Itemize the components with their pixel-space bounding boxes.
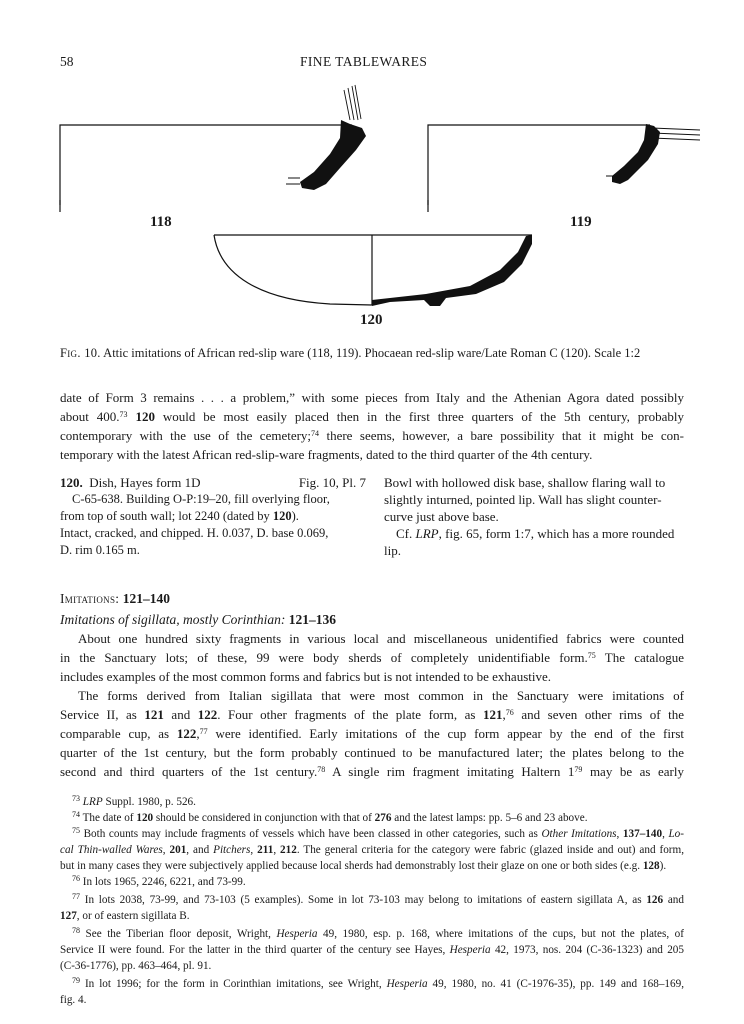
catalogue-right-5: lip. <box>384 543 401 558</box>
body-line-2 <box>60 649 684 666</box>
catalogue-right-1: Bowl with hollowed disk base, shallow flaring wall to <box>384 475 666 490</box>
footnote-text: 120 <box>136 812 154 824</box>
footnote-79-line-2: fig. 4. <box>60 994 87 1006</box>
body-line-7: quarter of the 1st century, but the form probably continued to be manufactured later; the plates belong to the <box>60 745 684 760</box>
footnote-text: 49, 1980, esp. p. 168, where imitations of the cups, but not the plates, of <box>317 928 684 940</box>
catalogue-fig-ref: Fig. 10, Pl. 7 <box>298 475 366 490</box>
catalogue-text: from top of south wall; lot 2240 (dated by <box>60 509 273 523</box>
page-number: 58 <box>60 54 74 69</box>
footnote-76 <box>72 875 246 890</box>
footnote-text: 276 <box>374 812 392 824</box>
figure-caption-prefix: Fig. 10. <box>60 346 101 360</box>
intro-line-2 <box>60 408 684 425</box>
body-line-8 <box>60 763 684 780</box>
catalogue-number: 120. <box>60 475 83 490</box>
footnote-number: 77 <box>72 892 80 901</box>
footnote-73 <box>72 795 196 810</box>
figure-label-120: 120 <box>360 312 383 328</box>
section-subheading-label: Imitations of sigillata, mostly Corinthian: <box>60 612 286 627</box>
footnote-79-line-1 <box>72 977 684 992</box>
footnote-number: 76 <box>72 874 80 883</box>
catalogue-text: Cf. <box>396 526 416 541</box>
footnote-text: 126 <box>646 894 664 906</box>
footnote-text: should be considered in conjunction with that of <box>153 812 375 824</box>
figure-label-118: 118 <box>150 214 172 230</box>
section-subheading <box>60 611 336 628</box>
footnote-text: 127 <box>60 910 77 922</box>
footnote-text: , <box>250 844 258 856</box>
body-text: A single rim fragment imitating Haltern 1 <box>325 764 575 779</box>
body-text: second and third quarters of the 1st century. <box>60 764 318 779</box>
body-line-4: The forms derived from Italian sigillata that were most common in the Sanctuary were imitations of <box>78 688 684 703</box>
catalogue-left-2 <box>60 508 299 525</box>
footnote-text: , or of eastern sigillata B. <box>76 910 190 922</box>
figure-caption <box>60 345 640 362</box>
profile-120 <box>214 235 532 306</box>
catalogue-ref: 122 <box>176 726 197 741</box>
intro-text: would be most easily placed then in the first three quarters of the 5th century, probably <box>154 409 684 424</box>
catalogue-ref-120: 120 <box>272 509 292 523</box>
catalogue-left-1: C-65-638. Building O-P:19–20, fill overlying floor, <box>72 492 330 506</box>
footnote-text: and the latest lamps: pp. 5–6 and 23 above. <box>391 812 588 824</box>
footnote-75-line-3 <box>60 859 684 874</box>
footnote-text: ). <box>659 860 667 872</box>
body-text: were identified. Early imitations of the cup form appear by the end of the first <box>207 726 685 741</box>
body-text: and <box>163 707 198 722</box>
intro-line-1: date of Form 3 remains . . . a problem,” with some pieces from Italy and the Athenian Agora dated possibly <box>60 390 684 405</box>
catalogue-heading <box>60 474 366 491</box>
footnote-text: Service II were found. For the latter in the third quarter of the century see Hayes, <box>60 944 450 956</box>
footnote-77-line-2 <box>60 909 190 924</box>
footnote-number: 75 <box>72 826 80 835</box>
footnote-ref-74[interactable]: 74 <box>311 429 320 438</box>
footnote-text: Hesperia <box>276 928 318 940</box>
catalogue-ref: 121 <box>144 707 164 722</box>
section-heading-range: 121–140 <box>119 591 170 606</box>
intro-text: about 400. <box>60 409 120 424</box>
footnote-ref-75[interactable]: 75 <box>587 651 596 660</box>
intro-text: contemporary with the use of the cemetery; <box>60 428 312 443</box>
footnote-75-line-2 <box>60 843 684 858</box>
body-line-5: Service II, as 121 and 122. Four other fragments of the plate form, as 121,76 and seven other rims of the <box>60 707 685 722</box>
footnote-text: Hesperia <box>449 944 491 956</box>
footnote-text: 201 <box>169 844 187 856</box>
footnote-78-line-3: (C-36-1776), pp. 463–464, pl. 91. <box>60 960 212 972</box>
footnote-text: 49, 1980, no. 41 (C-1976-35), pp. 149 and 168–169, <box>427 978 684 990</box>
catalogue-text: ). <box>291 509 299 523</box>
catalogue-right-3: curve just above base. <box>384 509 499 524</box>
section-heading <box>60 590 170 607</box>
footnote-text: In lots 1965, 2246, 6221, and 73-99. <box>80 876 246 888</box>
body-text: may be as early <box>582 764 684 779</box>
footnote-text: In lot 1996; for the form in Corinthian imitations, see Wright, <box>80 978 387 990</box>
footnote-number: 74 <box>72 810 80 819</box>
catalogue-right-4 <box>396 525 674 542</box>
footnote-ref-73[interactable]: 73 <box>119 410 128 419</box>
footnote-number: 78 <box>72 926 80 935</box>
footnote-text: Pitchers <box>213 844 251 856</box>
body-text: comparable cup, as <box>60 726 177 741</box>
footnote-text: Hesperia <box>386 978 428 990</box>
footnote-text: , <box>662 828 669 840</box>
footnote-ref-76[interactable]: 76 <box>505 708 514 717</box>
body-text: . Four other fragments of the plate form, as <box>217 707 484 722</box>
footnote-text: Other Imitations <box>541 828 617 840</box>
footnote-ref-79[interactable]: 79 <box>574 765 583 774</box>
body-line-1: About one hundred sixty fragments in various local and miscellaneous unidentified fabrics were counted <box>78 631 684 646</box>
footnote-74 <box>72 811 588 826</box>
footnote-text: and <box>663 894 684 906</box>
footnote-text: , <box>616 828 623 840</box>
body-text: Service II, as <box>60 707 145 722</box>
footnote-text: but in many cases they were subjectively applied because local sherds had demonstrably lost their glaze on one or both sides (e.g. <box>60 860 643 872</box>
body-line-3: includes examples of the most common forms and fabrics but is not intended to be exhaustive. <box>60 669 552 684</box>
footnote-text: 137–140 <box>622 828 663 840</box>
footnote-text: LRP <box>82 796 103 808</box>
intro-line-3 <box>60 427 684 444</box>
catalogue-title: Dish, Hayes form 1D <box>89 475 201 490</box>
catalogue-ref: 121 <box>483 707 503 722</box>
body-line-6: comparable cup, as 122,77 were identified. Early imitations of the cup form appear by the end of the first <box>60 726 685 741</box>
section-subheading-range: 121–136 <box>285 612 337 627</box>
body-text: and seven other rims of the <box>513 707 685 722</box>
intro-line-4: temporary with the latest African red-slip-ware fragments, dated to the third quarter of the 4th century. <box>60 447 593 462</box>
footnote-text: 212 <box>280 844 297 856</box>
footnote-text: In lots 2038, 73-99, and 73-103 (5 examples). Some in lot 73-103 may belong to imitations of eastern sigillata A, as <box>80 894 647 906</box>
intro-text: there seems, however, a bare possibility that it might be con- <box>319 428 684 443</box>
footnote-text: Lo- <box>668 828 684 840</box>
footnote-text: , <box>162 844 170 856</box>
footnote-text: The date of <box>80 812 137 824</box>
footnote-number: 73 <box>72 794 80 803</box>
figure-label-119: 119 <box>570 214 592 230</box>
footnote-number: 79 <box>72 976 80 985</box>
body-text: The catalogue <box>595 650 684 665</box>
footnote-text: , <box>273 844 281 856</box>
figure-drawings <box>0 80 744 320</box>
catalogue-ref-120: 120 <box>135 409 155 424</box>
footnote-78-line-2 <box>60 943 684 958</box>
footnote-text: 42, 1973, nos. 204 (C-36-1323) and 205 <box>490 944 684 956</box>
footnote-text: , and <box>186 844 214 856</box>
footnote-78-line-1 <box>72 927 684 942</box>
catalogue-left-4: D. rim 0.165 m. <box>60 543 140 557</box>
footnote-text: Both counts may include fragments of vessels which have been classed in other categories, such as <box>80 828 542 840</box>
footnote-text: Suppl. 1980, p. 526. <box>102 796 196 808</box>
footnote-text: cal Thin-walled Wares <box>60 844 163 856</box>
catalogue-left-3: Intact, cracked, and chipped. H. 0.037, D. base 0.069, <box>60 526 329 540</box>
section-heading-label: Imitations: <box>60 591 120 606</box>
catalogue-text: , fig. 65, form 1:7, which has a more rounded <box>438 526 675 541</box>
profile-119 <box>428 124 700 212</box>
footnote-ref-77[interactable]: 77 <box>199 727 208 736</box>
footnote-text: 211 <box>257 844 274 856</box>
footnote-ref-78[interactable]: 78 <box>317 765 326 774</box>
footnote-77-line-1 <box>72 893 684 908</box>
profile-118 <box>60 85 366 212</box>
figure-caption-text: Attic imitations of African red-slip ware (118, 119). Phocaean red-slip ware/Late Roman C (120). Scale 1:2 <box>103 346 641 360</box>
running-title: FINE TABLEWARES <box>300 54 428 69</box>
footnote-75-line-1 <box>72 827 684 842</box>
footnote-text: 128 <box>642 860 660 872</box>
footnote-text: . The general criteria for the category were fabric (glazed inside and out) and form, <box>296 844 685 856</box>
catalogue-text: LRP <box>415 526 439 541</box>
catalogue-ref: 122 <box>197 707 218 722</box>
catalogue-right-2: slightly inturned, pointed lip. Wall has slight counter- <box>384 492 662 507</box>
footnote-text: See the Tiberian floor deposit, Wright, <box>80 928 277 940</box>
body-text: in the Sanctuary lots; of these, 99 were body sherds of completely unidentifiable form. <box>60 650 588 665</box>
